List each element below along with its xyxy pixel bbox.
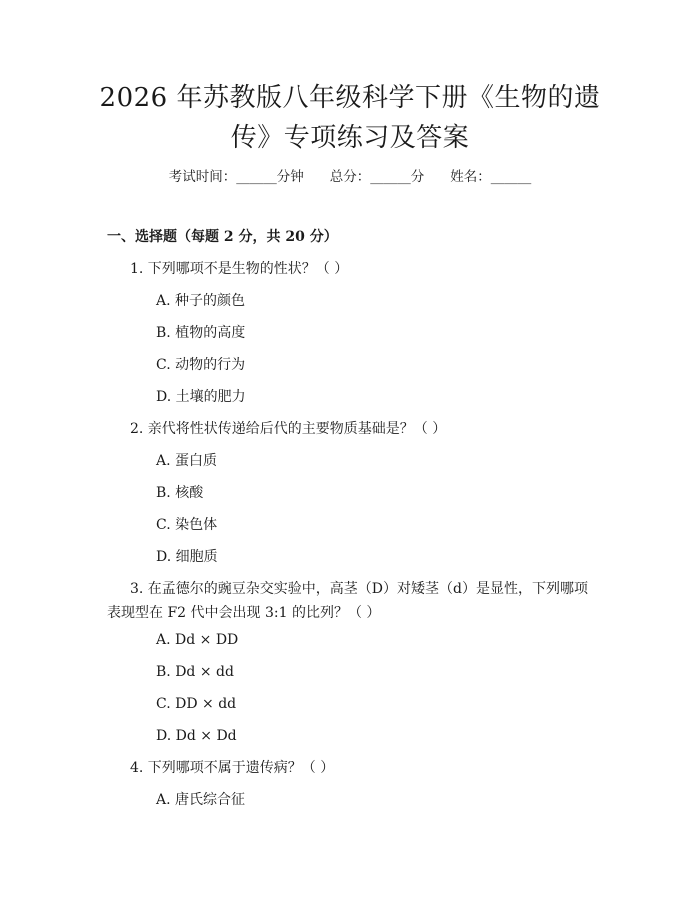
question-4: 4. 下列哪项不属于遗传病？（ ）: [130, 760, 335, 776]
question-1-option-c: C. 动物的行为: [156, 357, 246, 373]
name-field: 姓名：______: [450, 169, 532, 185]
question-3-option-b: B. Dd × dd: [156, 664, 234, 680]
question-1-option-b: B. 植物的高度: [156, 325, 246, 341]
question-2: 2. 亲代将性状传递给后代的主要物质基础是？（ ）: [130, 421, 447, 437]
exam-meta: [0, 166, 700, 188]
title-line-2: 传》专项练习及答案: [230, 123, 470, 153]
document-title: [90, 78, 610, 158]
question-3-option-d: D. Dd × Dd: [156, 728, 237, 744]
title-line-1: 2026 年苏教版八年级科学下册《生物的遗: [99, 83, 601, 113]
question-3-option-a: A. Dd × DD: [156, 632, 239, 648]
question-3: 3. 在孟德尔的豌豆杂交实验中，高茎（D）对矮茎（d）是显性，下列哪项表现型在 F2 代中会出现 3:1 的比列？（ ）: [107, 581, 588, 621]
total-score-field: 总分：______分: [329, 169, 425, 185]
section-title: 一、选择题（每题 2 分，共 20 分）: [107, 229, 338, 245]
question-2-option-c: C. 染色体: [156, 517, 218, 533]
question-1-option-a: A. 种子的颜色: [156, 293, 246, 309]
question-1-option-d: D. 土壤的肥力: [156, 389, 246, 405]
question-2-option-a: A. 蛋白质: [156, 453, 218, 469]
exam-time-field: 考试时间：______分钟: [168, 169, 304, 185]
question-3-option-c: C. DD × dd: [156, 696, 237, 712]
question-1: 1. 下列哪项不是生物的性状？（ ）: [130, 261, 349, 277]
question-2-option-d: D. 细胞质: [156, 549, 218, 565]
question-4-option-a: A. 唐氏综合征: [156, 792, 246, 808]
question-2-option-b: B. 核酸: [156, 485, 204, 501]
